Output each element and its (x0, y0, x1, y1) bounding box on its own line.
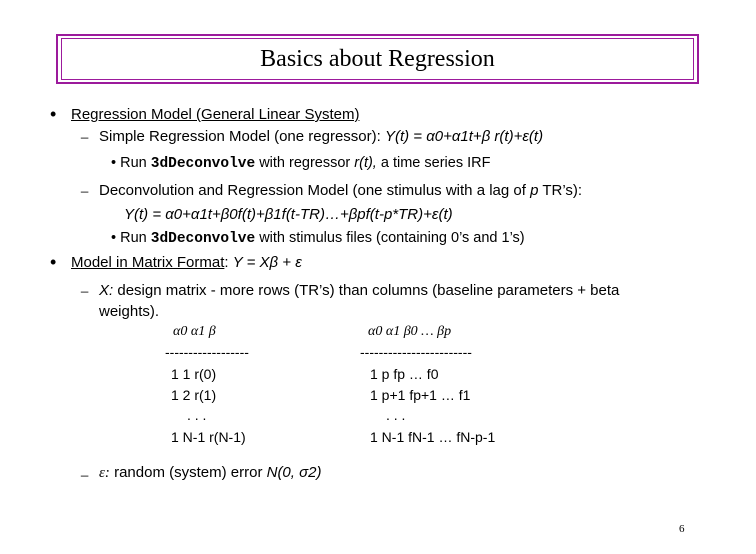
error-distribution: N(0, σ2) (266, 464, 322, 481)
small-dot-icon: • (111, 230, 117, 246)
regressor-symbol: r(t), (354, 155, 377, 171)
irf-text: a time series IRF (380, 155, 491, 171)
bullet-icon: • (50, 104, 57, 124)
matrix-left-row: 1 2 r(1) (171, 387, 217, 403)
lag-symbol: p (530, 182, 539, 199)
simple-regression-formula: Y(t) = α0+α1t+β r(t)+ε(t) (384, 128, 544, 145)
dash-icon: _ (81, 124, 89, 139)
matrix-right-row: 1 p fp … f0 (370, 366, 439, 382)
dash-icon: _ (81, 278, 89, 293)
matrix-format-line: Model in Matrix Format: Y = Xβ + ε (71, 254, 302, 271)
run-label: Run (120, 155, 147, 171)
dash-icon: _ (81, 462, 89, 477)
simple-regression-line (99, 128, 543, 145)
x-symbol: X: (99, 282, 114, 299)
stimulus-files-text: with stimulus files (containing 0’s and 1’s) (259, 230, 525, 246)
matrix-left-rule: ------------------ (165, 344, 249, 360)
deconvolution-line (99, 182, 582, 199)
run-label: Run (120, 230, 147, 246)
run-line-1 (111, 155, 490, 172)
title-inner-border (61, 38, 694, 80)
design-matrix-text: design matrix - more rows (TR’s) than columns (baseline parameters + beta (117, 282, 620, 299)
matrix-right-row: 1 N-1 fN-1 … fN-p-1 (370, 429, 496, 445)
small-dot-icon: • (111, 155, 117, 171)
lag-unit: TR’s): (542, 182, 583, 199)
deconvolution-text: Deconvolution and Regression Model (one stimulus with a lag of (99, 182, 526, 199)
with-regressor-text: with regressor (259, 155, 351, 171)
error-text: random (system) error (114, 464, 263, 481)
program-name: 3dDeconvolve (150, 156, 256, 172)
error-line (99, 464, 322, 482)
design-matrix-line (99, 282, 619, 299)
matrix-right-header: α0 α1 β0 … βp (368, 324, 452, 339)
bullet-icon: • (50, 252, 57, 272)
matrix-left-row: 1 N-1 r(N-1) (171, 429, 246, 445)
dash-icon: _ (81, 178, 89, 193)
bullet-regression-model: Regression Model (General Linear System) (71, 106, 360, 123)
matrix-right-rule: ------------------------ (360, 344, 472, 360)
design-matrix-text-cont: weights). (99, 303, 160, 320)
simple-regression-label: Simple Regression Model (one regressor): (99, 128, 385, 145)
run-line-2 (111, 230, 525, 247)
page-number: 6 (679, 523, 685, 535)
deconvolution-formula: Y(t) = α0+α1t+β0f(t)+β1f(t-TR)…+βpf(t-p*TR)+ε(t) (124, 206, 453, 223)
program-name: 3dDeconvolve (150, 231, 256, 247)
matrix-left-row: 1 1 r(0) (171, 366, 217, 382)
epsilon-symbol: ε: (99, 465, 110, 481)
matrix-left-row: . . . (187, 407, 207, 423)
slide-title: Basics about Regression (260, 45, 495, 72)
matrix-right-row: . . . (386, 407, 406, 423)
matrix-formula: Y = Xβ + ε (232, 254, 302, 271)
matrix-right-row: 1 p+1 fp+1 … f1 (370, 387, 471, 403)
matrix-format-label: Model in Matrix Format (71, 254, 225, 271)
matrix-left-header: α0 α1 β (173, 324, 216, 339)
